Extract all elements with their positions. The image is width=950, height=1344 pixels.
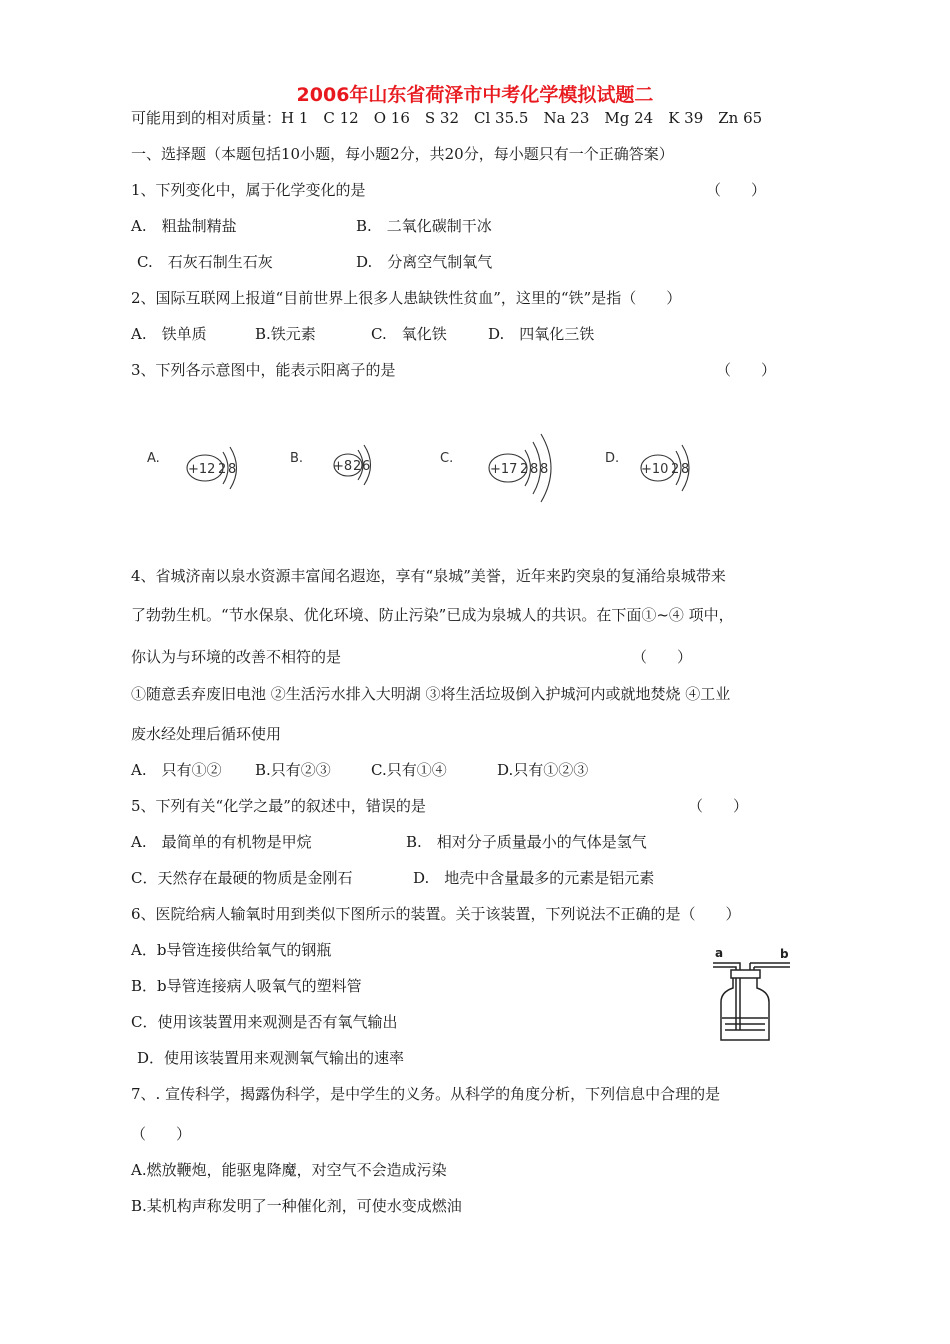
option-d: D.只有①②③	[497, 761, 589, 779]
option-b: B．b导管连接病人吸氧气的塑料管	[131, 977, 362, 995]
option-a: A. 粗盐制精盐	[131, 217, 237, 235]
diagram-letter: A.	[147, 451, 160, 466]
question-7-stem: 7、. 宣传科学，揭露伪科学，是中学生的义务。从科学的角度分析，下列信息中合理的是	[131, 1085, 721, 1103]
option-b: B. 相对分子质量最小的气体是氢气	[406, 833, 647, 851]
shell-electrons: 6	[362, 459, 371, 474]
question-4-line: 4、省城济南以泉水资源丰富闻名遐迩，享有“泉城”美誉，近年来趵突泉的复涌给泉城带来	[131, 567, 726, 585]
question-4-line: 废水经处理后循环使用	[131, 725, 282, 743]
shell-electrons: 8	[228, 462, 237, 477]
answer-paren: （ ）	[632, 648, 693, 666]
question-1-stem: 1、下列变化中，属于化学变化的是	[131, 181, 366, 199]
option-a: A.燃放鞭炮，能驱鬼降魔，对空气不会造成污染	[131, 1161, 447, 1179]
option-c: C. 石灰石制生石灰	[137, 253, 273, 271]
option-c: C．使用该装置用来观测是否有氧气输出	[131, 1013, 398, 1031]
option-c: C. 氧化铁	[371, 325, 447, 343]
question-3-stem: 3、下列各示意图中，能表示阳离子的是	[131, 361, 396, 379]
option-d: D. 地壳中含量最多的元素是铝元素	[413, 869, 655, 887]
nucleus-charge: +12	[188, 462, 216, 477]
nucleus-charge: +10	[641, 462, 669, 477]
option-c: C.只有①④	[371, 761, 447, 779]
option-d: D. 分离空气制氧气	[356, 253, 493, 271]
diagram-letter: D.	[605, 451, 620, 466]
diagram-letter: C.	[440, 451, 454, 466]
shell-electrons: 8	[530, 462, 539, 477]
option-a: A. 铁单质	[131, 325, 207, 343]
section-heading: 一、选择题（本题包括10小题，每小题2分，共20分，每小题只有一个正确答案）	[131, 145, 674, 163]
tube-label-a: a	[715, 946, 724, 960]
diagram-letter: B.	[290, 451, 304, 466]
option-c: C．天然存在最硬的物质是金刚石	[131, 869, 353, 887]
option-b: B.铁元素	[255, 325, 316, 343]
answer-paren: （ ）	[688, 797, 749, 815]
option-d: D．使用该装置用来观测氧气输出的速率	[137, 1049, 405, 1067]
nucleus-charge: +8	[333, 459, 353, 474]
option-a: A. 只有①②	[131, 761, 222, 779]
answer-paren: （ ）	[706, 181, 767, 199]
shell-electrons: 2	[218, 462, 227, 477]
option-d: D. 四氧化三铁	[488, 325, 595, 343]
shell-electrons: 2	[520, 462, 529, 477]
question-2-stem: 2、国际互联网上报道“目前世界上很多人患缺铁性贫血”，这里的“铁”是指（ ）	[131, 289, 682, 307]
answer-paren: （ ）	[131, 1125, 192, 1143]
option-a: A. 最简单的有机物是甲烷	[131, 833, 312, 851]
question-6-stem: 6、医院给病人输氧时用到类似下图所示的装置。关于该装置，下列说法不正确的是（ ）	[131, 905, 741, 923]
tube-label-b: b	[780, 947, 789, 961]
ion-structure-diagrams	[130, 420, 730, 510]
page-title: 2006年山东省荷泽市中考化学模拟试题二	[296, 84, 654, 106]
question-5-stem: 5、下列有关“化学之最”的叙述中，错误的是	[131, 797, 426, 815]
shell-electrons: 2	[671, 462, 680, 477]
nucleus-charge: +17	[490, 462, 518, 477]
question-4-line: 你认为与环境的改善不相符的是	[131, 648, 342, 666]
shell-electrons: 8	[540, 462, 549, 477]
gas-washing-bottle-diagram	[705, 940, 805, 1050]
option-b: B.某机构声称发明了一种催化剂，可使水变成燃油	[131, 1197, 462, 1215]
option-b: B. 二氧化碳制干冰	[356, 217, 492, 235]
atomic-masses: 可能用到的相对质量：H 1 C 12 O 16 S 32 Cl 35.5 Na 23 Mg 24 K 39 Zn 65	[131, 109, 763, 127]
option-a: A．b导管连接供给氧气的钢瓶	[131, 941, 332, 959]
shell-electrons: 8	[681, 462, 690, 477]
answer-paren: （ ）	[716, 361, 777, 379]
option-b: B.只有②③	[255, 761, 331, 779]
question-4-line: ①随意丢弃废旧电池 ②生活污水排入大明湖 ③将生活垃圾倒入护城河内或就地焚烧 ④工业	[131, 685, 731, 703]
shell-electrons: 2	[353, 459, 362, 474]
question-4-line: 了勃勃生机。“节水保泉、优化环境、防止污染”已成为泉城人的共识。在下面①~④ 项中，	[131, 606, 734, 624]
